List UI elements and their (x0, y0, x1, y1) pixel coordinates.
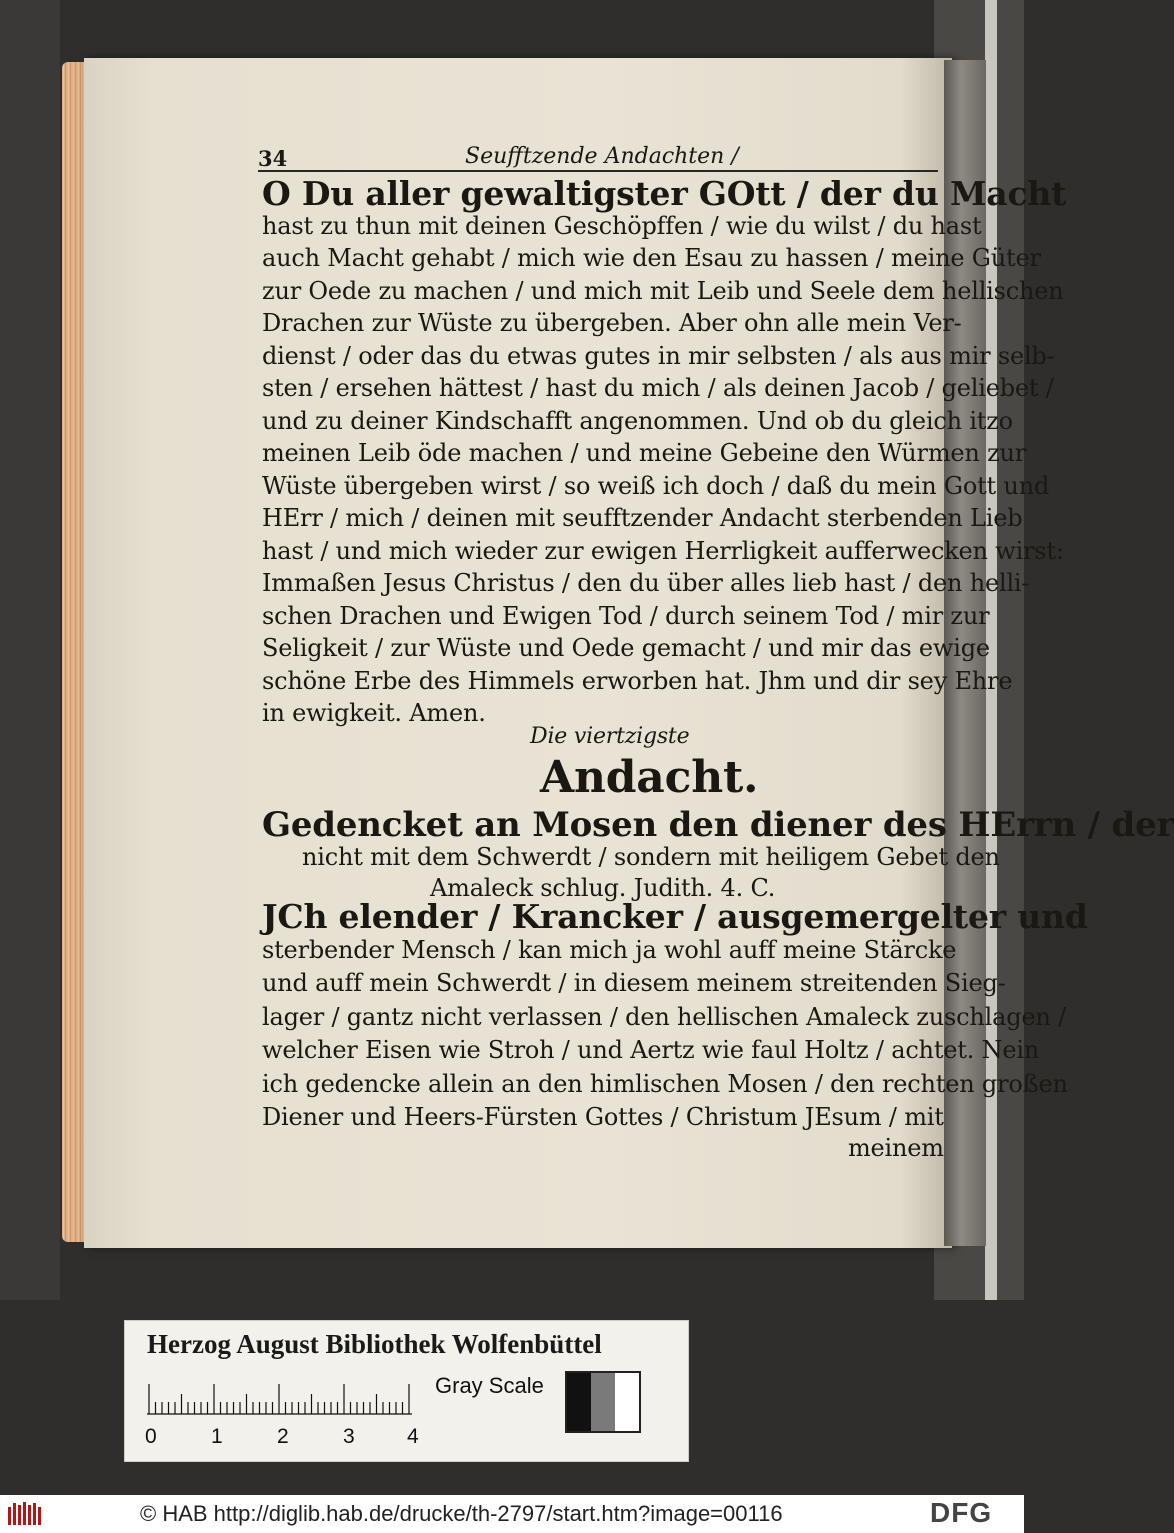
text-line: sterbender Mensch / kan mich ja wohl auff meine Stärcke (262, 935, 957, 964)
text-line: Seligkeit / zur Wüste und Oede gemacht / und mir das ewige (262, 634, 990, 662)
dfg-logo: DFG (930, 1497, 993, 1528)
text-line: und auff mein Schwerdt / in diesem meinem streitenden Sieg- (262, 969, 1006, 997)
header-rule (258, 170, 938, 172)
text-line: Diener und Heers-Fürsten Gottes / Christum JEsum / mit (262, 1103, 944, 1131)
text-line: Wüste übergeben wirst / so weiß ich doch / daß du mein Gott und (262, 471, 1050, 500)
text-line: lager / gantz nicht verlassen / den hellischen Amaleck zuschlagen / (262, 1002, 1066, 1031)
text-line: dienst / oder das du etwas gutes in mir selbsten / als aus mir selb- (262, 341, 1055, 370)
swatch-white (615, 1373, 639, 1431)
text-line: und zu deiner Kindschafft angenommen. Und ob du gleich itzo (262, 406, 1013, 435)
page-number: 34 (258, 146, 288, 171)
text-line: zur Oede zu machen / und mich mit Leib und Seele dem hellischen (262, 276, 1064, 305)
motto-line-2: nicht mit dem Schwerdt / sondern mit heiligem Gebet den (302, 843, 1000, 871)
motto-line-1: Gedencket an Mosen den diener des HErrn / der (262, 805, 1174, 845)
ruler-number: 4 (407, 1425, 419, 1448)
catchword: meinem (848, 1134, 944, 1162)
library-name: Herzog August Bibliothek Wolfenbüttel (147, 1329, 602, 1359)
running-head: Seufftzende Andachten / (465, 144, 739, 169)
ruler-scale (147, 1377, 412, 1415)
hab-logo-icon (6, 1499, 46, 1529)
page-edges (62, 62, 86, 1242)
section-title: Andacht. (540, 752, 759, 803)
ruler-number: 0 (145, 1425, 157, 1448)
ruler-number: 3 (343, 1425, 355, 1448)
footer-bar (0, 1495, 1024, 1533)
gray-scale-swatch (565, 1371, 641, 1433)
text-line: JCh elender / Krancker / ausgemergelter und (262, 897, 1088, 936)
copyright-url[interactable]: © HAB http://diglib.hab.de/drucke/th-2797/start.htm?image=00116 (140, 1501, 783, 1526)
text-line: sten / ersehen hättest / hast du mich / als deinen Jacob / geliebet / (262, 374, 1054, 402)
text-line: Immaßen Jesus Christus / den du über alles lieb hast / den helli- (262, 569, 1030, 597)
library-color-bar (124, 1320, 689, 1462)
text-line: hast / und mich wieder zur ewigen Herrligkeit aufferwecken wirst: (262, 536, 1064, 565)
text-line: ich gedencke allein an den himlischen Mosen / den rechten großen (262, 1069, 1068, 1098)
ruler-number: 1 (211, 1425, 223, 1448)
text-line: in ewigkeit. Amen. (262, 699, 486, 727)
text-line: HErr / mich / deinen mit seufftzender Andacht sterbenden Lieb (262, 504, 1023, 532)
text-line: schen Drachen und Ewigen Tod / durch seinem Tod / mir zur (262, 601, 990, 630)
swatch-black (567, 1373, 591, 1431)
text-line: O Du aller gewaltigster GOtt / der du Macht (262, 174, 1067, 213)
text-line: schöne Erbe des Himmels erworben hat. Jhm und dir sey Ehre (262, 666, 1013, 695)
swatch-gray (591, 1373, 615, 1431)
text-line: hast zu thun mit deinen Geschöpffen / wie du wilst / du hast (262, 211, 982, 240)
text-line: welcher Eisen wie Stroh / und Aertz wie faul Holtz / achtet. Nein (262, 1036, 1040, 1064)
motto-line-3: Amaleck schlug. Judith. 4. C. (430, 874, 776, 902)
section-subtitle: Die viertzigste (530, 724, 690, 749)
text-line: Drachen zur Wüste zu übergeben. Aber ohn alle mein Ver- (262, 309, 962, 337)
text-line: meinen Leib öde machen / und meine Gebeine den Würmen zur (262, 439, 1027, 467)
ruler-number: 2 (277, 1425, 289, 1448)
text-line: auch Macht gehabt / mich wie den Esau zu hassen / meine Güter (262, 244, 1041, 272)
gray-scale-label: Gray Scale (435, 1373, 544, 1398)
scan-background-left (0, 0, 60, 1300)
